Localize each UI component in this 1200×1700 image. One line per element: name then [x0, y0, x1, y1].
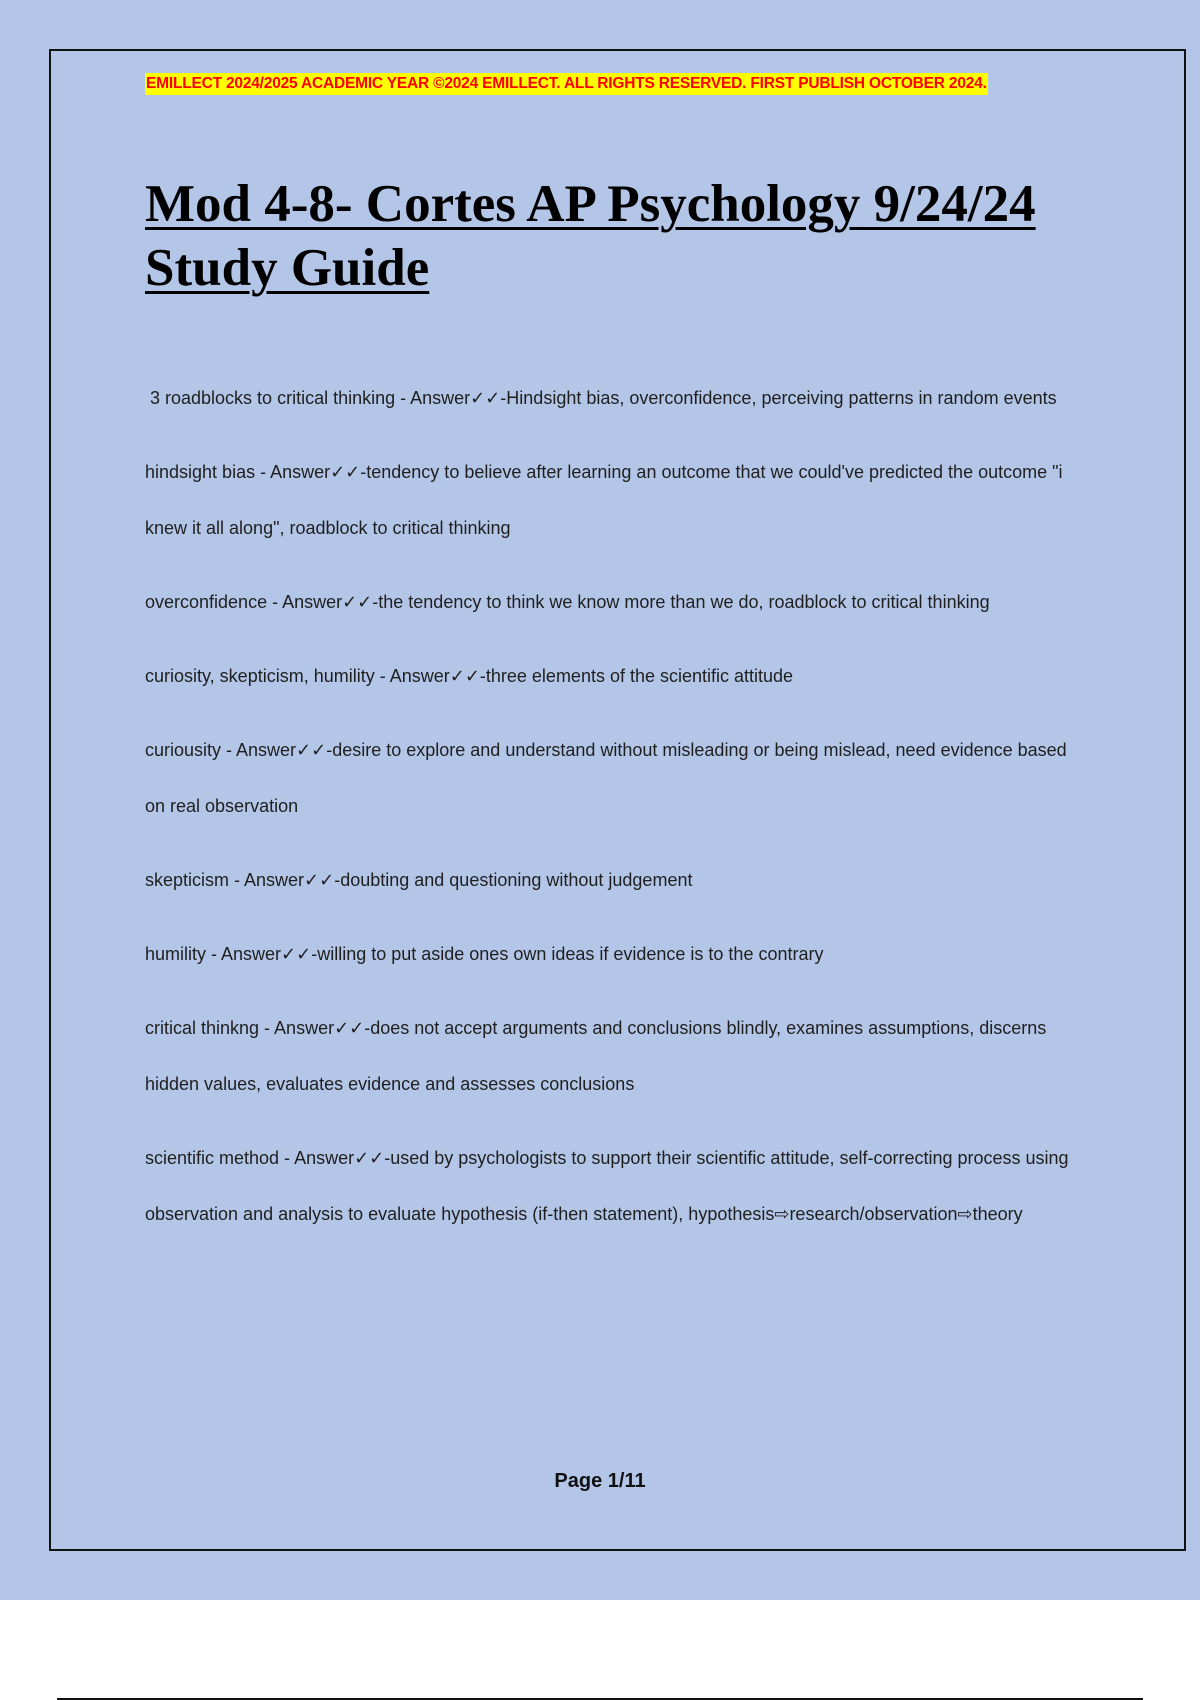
- qa-item: overconfidence - Answer✓✓-the tendency to think we know more than we do, roadblock to critical thinking: [145, 592, 990, 612]
- page-number: Page 1/11: [554, 1470, 646, 1492]
- qa-item: 3 roadblocks to critical thinking - Answer✓✓-Hindsight bias, overconfidence, perceiving patterns in random events: [150, 388, 1057, 408]
- qa-item: scientific method - Answer✓✓-used by psychologists to support their scientific attitude, self-correcting process using observation and analysis to evaluate hypothesis (if-then statement), hypothesis⇨research/observation⇨theory: [145, 1148, 1069, 1224]
- qa-item: curiosity, skepticism, humility - Answer✓✓-three elements of the scientific attitude: [145, 666, 794, 686]
- qa-item: hindsight bias - Answer✓✓-tendency to believe after learning an outcome that we could've predicted the outcome "i knew it all along", roadblock to critical thinking: [145, 462, 1063, 538]
- qa-list: [145, 370, 1090, 1260]
- document-title: Mod 4-8- Cortes AP Psychology 9/24/24 Study Guide: [145, 175, 1036, 297]
- copyright-banner: EMILLECT 2024/2025 ACADEMIC YEAR ©2024 EMILLECT. ALL RIGHTS RESERVED. FIRST PUBLISH OCTOBER 2024.: [145, 73, 988, 95]
- qa-item: skepticism - Answer✓✓-doubting and questioning without judgement: [145, 870, 693, 890]
- qa-item: humility - Answer✓✓-willing to put aside ones own ideas if evidence is to the contrary: [145, 944, 824, 964]
- qa-item: curiousity - Answer✓✓-desire to explore and understand without misleading or being mislead, need evidence based on real observation: [145, 740, 1067, 816]
- qa-item: critical thinkng - Answer✓✓-does not accept arguments and conclusions blindly, examines assumptions, discerns hidden values, evaluates evidence and assesses conclusions: [145, 1018, 1047, 1094]
